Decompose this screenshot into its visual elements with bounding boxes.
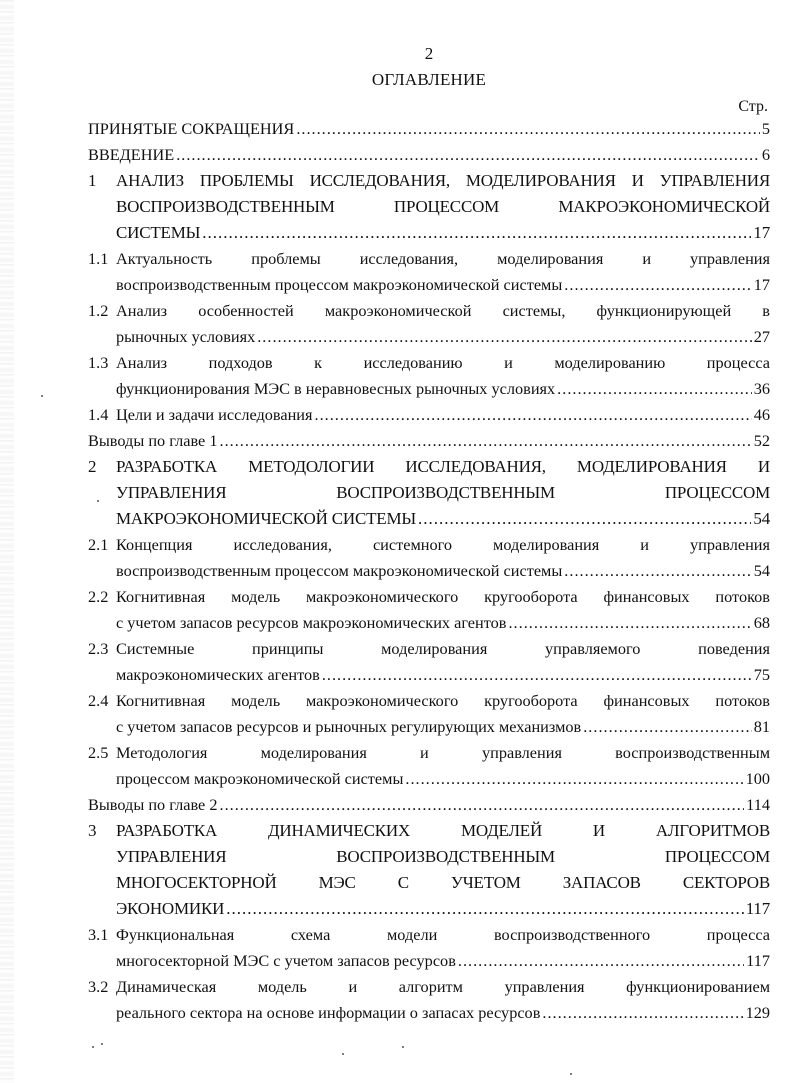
toc-entry xyxy=(88,168,770,246)
dot-leader xyxy=(296,116,760,142)
toc-entry xyxy=(88,636,770,688)
toc-entry xyxy=(88,818,770,922)
toc-entry-text: ВВЕДЕНИЕ xyxy=(88,145,175,164)
toc-page-ref: 6 xyxy=(761,145,770,164)
toc-entry-text: Функциональная схема модели воспроизводственного процесса xyxy=(116,925,770,944)
dot-leader xyxy=(257,324,751,350)
toc-entry xyxy=(88,688,770,740)
dot-leader xyxy=(176,142,760,168)
table-of-contents xyxy=(88,116,770,1026)
toc-entry xyxy=(88,142,770,168)
toc-entry xyxy=(88,246,770,298)
dot-leader xyxy=(557,376,752,402)
dot-leader xyxy=(583,714,751,740)
dot-leader xyxy=(564,272,751,298)
toc-entry-text: Когнитивная модель макроэкономического кругооборота финансовых потоков xyxy=(116,691,770,710)
toc-entry-number: 1 xyxy=(88,171,97,190)
toc-entry-number: 2.1 xyxy=(88,535,109,554)
toc-entry xyxy=(88,792,770,818)
toc-entry-text: Концепция исследования, системного моделирования и управления xyxy=(116,535,770,554)
scan-speck xyxy=(570,1073,572,1075)
toc-entry-number: 1.3 xyxy=(88,353,109,372)
dot-leader xyxy=(542,1000,743,1026)
toc-entry-text: СИСТЕМЫ xyxy=(116,223,201,242)
scan-speck xyxy=(41,395,43,397)
toc-entry-text: МАКРОЭКОНОМИЧЕСКОЙ СИСТЕМЫ xyxy=(116,509,416,528)
toc-entry-number: 2.5 xyxy=(88,743,109,762)
toc-entry-number: 2.4 xyxy=(88,691,109,710)
scan-speck xyxy=(342,1053,344,1055)
toc-entry xyxy=(88,584,770,636)
dot-leader xyxy=(405,766,743,792)
toc-page-ref: 114 xyxy=(746,795,770,814)
dot-leader xyxy=(315,402,752,428)
toc-page-ref: 36 xyxy=(753,379,770,398)
toc-entry-number: 1.1 xyxy=(88,249,109,268)
toc-entry-text: функционирования МЭС в неравновесных рыночных условиях xyxy=(116,379,556,398)
toc-entry-text: Анализ особенностей макроэкономической системы, функционирующей в xyxy=(116,301,770,320)
toc-entry-text: УПРАВЛЕНИЯ ВОСПРОИЗВОДСТВЕННЫМ ПРОЦЕССОМ xyxy=(116,483,770,502)
toc-entry xyxy=(88,454,770,532)
toc-entry-number: 2.3 xyxy=(88,639,109,658)
dot-leader xyxy=(226,896,744,922)
dot-leader xyxy=(220,792,745,818)
toc-page-ref: 81 xyxy=(753,717,770,736)
toc-page-ref: 129 xyxy=(745,1003,770,1022)
toc-entry-text: РАЗРАБОТКА МЕТОДОЛОГИИ ИССЛЕДОВАНИЯ, МОДЕЛИРОВАНИЯ И xyxy=(116,457,770,476)
toc-entry-text: Системные принципы моделирования управляемого поведения xyxy=(116,639,770,658)
toc-entry-text: Когнитивная модель макроэкономического кругооборота финансовых потоков xyxy=(116,587,770,606)
toc-entry-text: Актуальность проблемы исследования, моделирования и управления xyxy=(116,249,770,268)
toc-entry-text: ВОСПРОИЗВОДСТВЕННЫМ ПРОЦЕССОМ МАКРОЭКОНОМИЧЕСКОЙ xyxy=(116,197,770,216)
toc-entry-text: Цели и задачи исследования xyxy=(116,405,313,424)
toc-entry-text: Анализ подходов к исследованию и моделированию процесса xyxy=(116,353,770,372)
toc-entry-number: 1.4 xyxy=(88,405,109,424)
toc-entry-text: ПРИНЯТЫЕ СОКРАЩЕНИЯ xyxy=(88,119,295,138)
dot-leader xyxy=(220,428,752,454)
toc-entry-number: 3.1 xyxy=(88,925,109,944)
toc-entry-number: 3 xyxy=(88,821,97,840)
toc-page-ref: 17 xyxy=(753,275,770,294)
toc-page-ref: 100 xyxy=(745,769,770,788)
toc-entry-text: воспроизводственным процессом макроэкономической системы xyxy=(116,561,563,580)
toc-page-ref: 5 xyxy=(761,119,770,138)
toc-entry-text: процессом макроэкономической системы xyxy=(116,769,404,788)
toc-entry-text: воспроизводственным процессом макроэкономической системы xyxy=(116,275,563,294)
toc-entry xyxy=(88,740,770,792)
toc-page-ref: 27 xyxy=(753,327,770,346)
toc-page-ref: 54 xyxy=(753,561,770,580)
toc-entry xyxy=(88,532,770,584)
toc-page-ref: 117 xyxy=(746,951,770,970)
dot-leader xyxy=(564,558,751,584)
toc-page-ref: 117 xyxy=(745,899,770,918)
toc-entry-text: МНОГОСЕКТОРНОЙ МЭС С УЧЕТОМ ЗАПАСОВ СЕКТОРОВ xyxy=(116,873,770,892)
dot-leader xyxy=(458,948,744,974)
toc-entry-number: 1.2 xyxy=(88,301,109,320)
page-title: ОГЛАВЛЕНИЕ xyxy=(371,70,487,89)
toc-entry xyxy=(88,116,770,142)
toc-entry-number: 2 xyxy=(88,457,97,476)
scan-edge-shadow xyxy=(0,0,14,1083)
toc-page-ref: 17 xyxy=(753,223,770,242)
toc-entry xyxy=(88,350,770,402)
toc-entry-text: рыночных условиях xyxy=(116,327,256,346)
page-number: 2 xyxy=(424,44,434,63)
toc-page-ref: 68 xyxy=(753,613,770,632)
toc-entry-number: 2.2 xyxy=(88,587,109,606)
dot-leader xyxy=(418,506,751,532)
toc-entry-text: АНАЛИЗ ПРОБЛЕМЫ ИССЛЕДОВАНИЯ, МОДЕЛИРОВАНИЯ И УПРАВЛЕНИЯ xyxy=(116,171,770,190)
toc-entry-text: РАЗРАБОТКА ДИНАМИЧЕСКИХ МОДЕЛЕЙ И АЛГОРИТМОВ xyxy=(116,821,770,840)
toc-entry-text: Выводы по главе 1 xyxy=(88,431,218,450)
toc-entry-number: 3.2 xyxy=(88,977,109,996)
toc-entry-text: УПРАВЛЕНИЯ ВОСПРОИЗВОДСТВЕННЫМ ПРОЦЕССОМ xyxy=(116,847,770,866)
toc-page-ref: 75 xyxy=(753,665,770,684)
toc-entry-text: макроэкономических агентов xyxy=(116,665,320,684)
toc-page-ref: 54 xyxy=(753,509,770,528)
toc-entry xyxy=(88,974,770,1026)
dot-leader xyxy=(202,220,751,246)
toc-page-ref: 46 xyxy=(753,405,770,424)
scan-speck xyxy=(97,500,99,502)
toc-entry-text: с учетом запасов ресурсов и рыночных регулирующих механизмов xyxy=(116,717,582,736)
dot-leader xyxy=(322,662,752,688)
toc-entry-text: ЭКОНОМИКИ xyxy=(116,899,225,918)
toc-entry xyxy=(88,402,770,428)
toc-entry-text: Динамическая модель и алгоритм управления функционированием xyxy=(116,977,770,996)
toc-entry xyxy=(88,922,770,974)
scan-speck xyxy=(101,1043,103,1045)
toc-entry-text: с учетом запасов ресурсов макроэкономических агентов xyxy=(116,613,507,632)
scan-speck xyxy=(92,1046,94,1048)
toc-page-ref: 52 xyxy=(753,431,770,450)
toc-entry xyxy=(88,298,770,350)
toc-entry-text: Выводы по главе 2 xyxy=(88,795,218,814)
toc-entry xyxy=(88,428,770,454)
page-column-label: Стр. xyxy=(738,98,768,115)
dot-leader xyxy=(508,610,751,636)
scan-speck xyxy=(402,1046,404,1048)
toc-entry-text: реального сектора на основе информации о запасах ресурсов xyxy=(116,1003,541,1022)
toc-entry-text: Методология моделирования и управления воспроизводственным xyxy=(116,743,770,762)
toc-entry-text: многосекторной МЭС с учетом запасов ресурсов xyxy=(116,951,456,970)
